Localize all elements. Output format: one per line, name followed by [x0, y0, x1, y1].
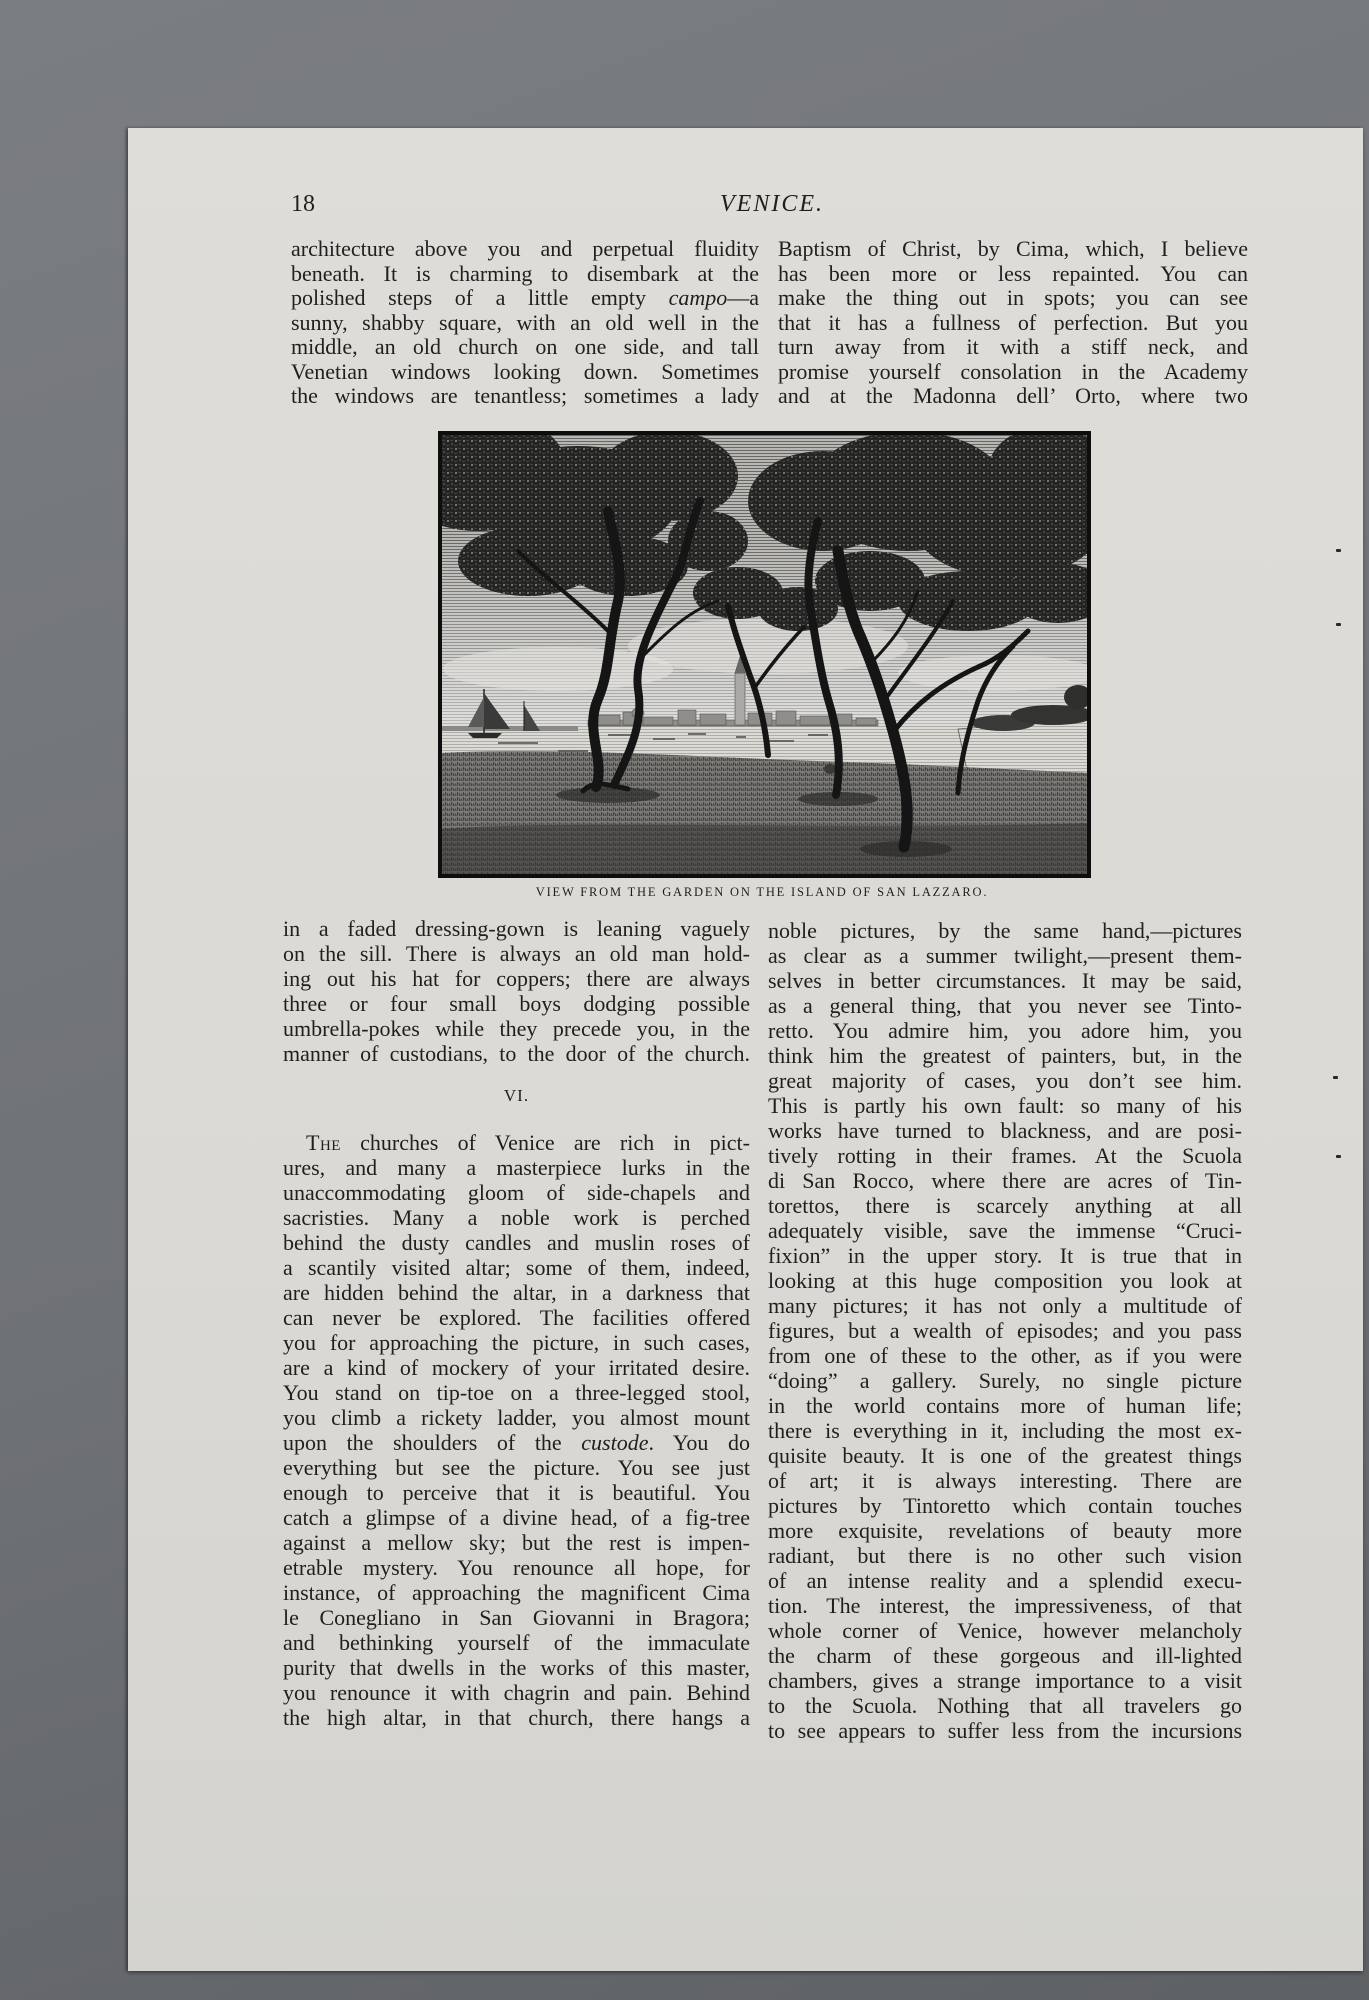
text-line: works have turned to blackness, and are posi-: [768, 1118, 1242, 1143]
page-puncture-mark: [1336, 623, 1341, 626]
text-line: make the thing out in spots; you can see: [778, 285, 1248, 310]
text-line: the windows are tenantless; sometimes a lady: [291, 383, 759, 408]
text-line: as clear as a summer twilight,—present them-: [768, 943, 1242, 968]
text-line: selves in better circumstances. It may be said,: [768, 968, 1242, 993]
text-line: instance, of approaching the magnificent Cima: [283, 1580, 750, 1605]
text-line: catch a glimpse of a divine head, of a fig-tree: [283, 1505, 750, 1530]
text-line: the high altar, in that church, there hangs a: [283, 1705, 750, 1730]
text-line: there is everything in it, including the most ex-: [768, 1418, 1242, 1443]
text-line: as a general thing, that you never see Tinto-: [768, 993, 1242, 1018]
text-line: [283, 1130, 750, 1155]
text-line: to see appears to suffer less from the incursions: [768, 1718, 1242, 1743]
text-line: you renounce it with chagrin and pain. Behind: [283, 1680, 750, 1705]
text-line: are a kind of mockery of your irritated desire.: [283, 1355, 750, 1380]
text-line: etrable mystery. You renounce all hope, for: [283, 1555, 750, 1580]
text-line: sunny, shabby square, with an old well in the: [291, 309, 759, 335]
text-line: in a faded dressing-gown is leaning vaguely: [283, 916, 750, 941]
text-line: radiant, but there is no other such vision: [768, 1543, 1242, 1568]
text-line: behind the dusty candles and muslin roses of: [283, 1230, 750, 1255]
italic-word: campo: [668, 285, 728, 310]
text-line: three or four small boys dodging possible: [283, 991, 750, 1016]
page-number: 18: [291, 191, 315, 217]
text-line: “doing” a gallery. Surely, no single picture: [768, 1368, 1242, 1393]
text-line: are hidden behind the altar, in a darkness that: [283, 1280, 750, 1305]
small-caps-word: The: [306, 1130, 341, 1155]
text-line: turn away from it with a stiff neck, and: [778, 334, 1248, 359]
text-line: you for approaching the picture, in such cases,: [283, 1330, 750, 1355]
text-line: more exquisite, revelations of beauty more: [768, 1518, 1242, 1543]
text-line: has been more or less repainted. You can: [778, 260, 1248, 286]
text-line: can never be explored. The facilities offered: [283, 1305, 750, 1330]
page-puncture-mark: [1336, 549, 1341, 552]
text-line: promise yourself consolation in the Academy: [778, 358, 1248, 384]
text-line: whole corner of Venice, however melancholy: [768, 1618, 1242, 1643]
text-line: architecture above you and perpetual fluidity: [291, 236, 759, 261]
text-line: umbrella-pokes while they precede you, in the: [283, 1016, 750, 1041]
text-line: di San Rocco, where there are acres of Tin-: [768, 1168, 1242, 1193]
text-line: everything but see the picture. You see just: [283, 1455, 750, 1480]
text-segment: polished steps of a little empty: [291, 285, 669, 310]
text-line: middle, an old church on one side, and tall: [291, 334, 759, 359]
text-line: enough to perceive that it is beautiful. You: [283, 1480, 750, 1505]
italic-word: custode: [581, 1430, 649, 1455]
text-column-bottom-right: [768, 918, 1242, 1743]
text-line: on the sill. There is always an old man hold-: [283, 941, 750, 966]
text-line: ures, and many a masterpiece lurks in the: [283, 1155, 750, 1180]
text-segment: churches of Venice are rich in pict-: [340, 1130, 750, 1155]
page-puncture-mark: [1333, 1076, 1338, 1079]
text-line: [291, 286, 759, 311]
text-line: You stand on tip-toe on a three-legged stool,: [283, 1380, 750, 1405]
text-line: tively rotting in their frames. At the Scuola: [768, 1143, 1242, 1168]
text-line: noble pictures, by the same hand,—pictures: [768, 918, 1242, 943]
text-segment: —a: [727, 285, 759, 310]
text-column-bottom-left-section: [283, 1130, 750, 1730]
page-puncture-mark: [1336, 1155, 1341, 1158]
text-column-top-right: [778, 237, 1248, 409]
text-segment: upon the shoulders of the: [283, 1430, 582, 1455]
figure-caption: VIEW FROM THE GARDEN ON THE ISLAND OF SAN LAZZARO.: [535, 885, 989, 899]
text-line: retto. You admire him, you adore him, you: [768, 1018, 1242, 1043]
text-line: purity that dwells in the works of this master,: [283, 1655, 750, 1680]
text-line: great majority of cases, you don’t see him.: [768, 1068, 1242, 1093]
text-line: of art; it is always interesting. There are: [768, 1468, 1242, 1493]
section-number: VI.: [503, 1086, 530, 1105]
text-line: ing out his hat for coppers; there are always: [283, 966, 750, 991]
text-line: in the world contains more of human life;: [768, 1393, 1242, 1418]
running-head: VENICE.: [720, 191, 824, 217]
text-line: and bethinking yourself of the immaculate: [283, 1630, 750, 1655]
text-line: many pictures; it has not only a multitude of: [768, 1293, 1242, 1318]
text-column-top-left: [291, 237, 759, 409]
text-line: [283, 1430, 750, 1455]
text-line: unaccommodating gloom of side-chapels and: [283, 1180, 750, 1205]
text-line: chambers, gives a strange importance to a visit: [768, 1668, 1242, 1693]
text-line: adequately visible, save the immense “Cruci-: [768, 1218, 1242, 1243]
text-line: think him the greatest of painters, but, in the: [768, 1043, 1242, 1068]
engraving-illustration: [438, 431, 1091, 878]
text-line: fixion” in the upper story. It is true that in: [768, 1243, 1242, 1268]
text-line: pictures by Tintoretto which contain touches: [768, 1493, 1242, 1518]
text-line: figures, but a wealth of episodes; and you pass: [768, 1318, 1242, 1343]
text-line: sacristies. Many a noble work is perched: [283, 1205, 750, 1230]
text-line: against a mellow sky; but the rest is impen-: [283, 1530, 750, 1555]
text-line: you climb a rickety ladder, you almost mount: [283, 1405, 750, 1430]
text-line: manner of custodians, to the door of the church.: [283, 1041, 750, 1066]
ground: [438, 751, 1091, 878]
text-line: that it has a fullness of perfection. But you: [778, 309, 1248, 335]
text-line: of an intense reality and a splendid execu-: [768, 1568, 1242, 1593]
text-line: the charm of these gorgeous and ill-lighted: [768, 1643, 1242, 1668]
text-line: le Conegliano in San Giovanni in Bragora;: [283, 1605, 750, 1630]
text-line: quisite beauty. It is one of the greatest things: [768, 1443, 1242, 1468]
text-line: This is partly his own fault: so many of his: [768, 1093, 1242, 1118]
text-line: tion. The interest, the impressiveness, of that: [768, 1593, 1242, 1618]
text-line: to the Scuola. Nothing that all travelers go: [768, 1693, 1242, 1718]
text-line: Venetian windows looking down. Sometimes: [291, 358, 759, 384]
text-line: Baptism of Christ, by Cima, which, I believe: [778, 236, 1248, 261]
text-line: a scantily visited altar; some of them, indeed,: [283, 1255, 750, 1280]
text-line: torettos, there is scarcely anything at all: [768, 1193, 1242, 1218]
text-segment: . You do: [648, 1430, 751, 1455]
text-column-bottom-left-intro: [283, 916, 750, 1066]
text-line: and at the Madonna dell’ Orto, where two: [778, 383, 1248, 408]
text-line: beneath. It is charming to disembark at the: [291, 260, 759, 286]
text-line: from one of these to the other, as if you were: [768, 1343, 1242, 1368]
text-line: looking at this huge composition you look at: [768, 1268, 1242, 1293]
